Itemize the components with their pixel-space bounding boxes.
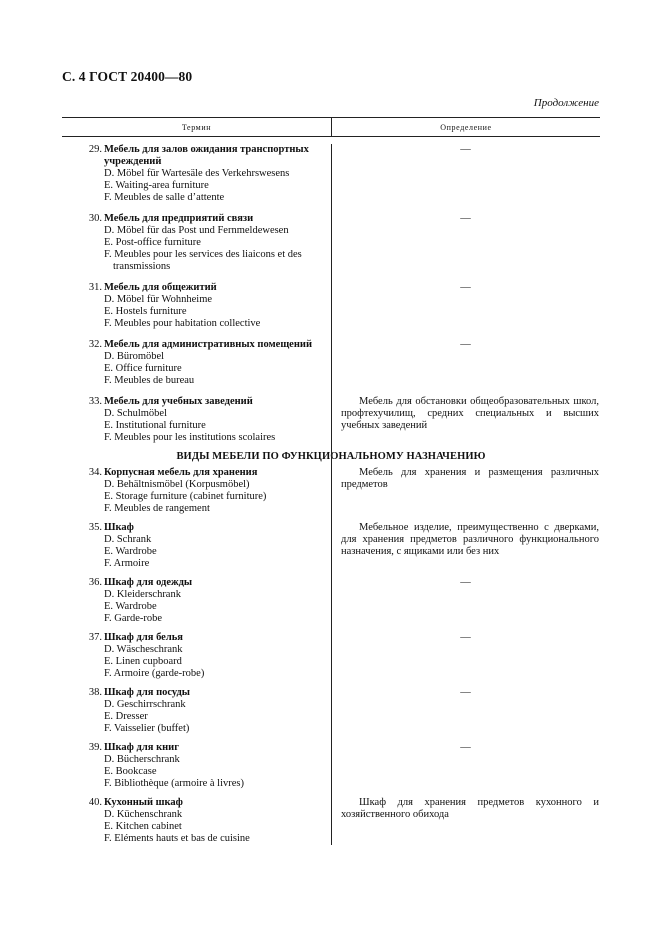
term-en: E. Dresser	[104, 711, 148, 722]
term-en: E. Linen cupboard	[104, 656, 182, 667]
term-de: D. Bücherschrank	[104, 754, 180, 765]
term-en: E. Institutional furniture	[104, 420, 206, 431]
term-number: 33.	[88, 396, 102, 407]
term-ru: Мебель для общежитий	[104, 282, 217, 293]
term-en: E. Wardrobe	[104, 546, 157, 557]
term-fr: transmissions	[113, 261, 171, 272]
definition-cell: —	[460, 339, 471, 350]
term-fr: F. Meubles pour habitation collective	[104, 318, 261, 329]
continuation-label: Продолжение	[533, 97, 599, 109]
term-ru-line	[83, 632, 331, 644]
column-divider	[331, 144, 332, 845]
term-number	[83, 156, 104, 168]
term-de: D. Küchenschrank	[104, 809, 183, 820]
term-fr: F. Vaisselier (buffet)	[104, 723, 190, 734]
term-ru: Шкаф для книг	[104, 742, 179, 753]
term-de: D. Büromöbel	[104, 351, 165, 362]
term-ru-line	[83, 339, 331, 351]
term-de: D. Möbel für Wohnheime	[104, 294, 213, 305]
term-number: 37.	[88, 632, 102, 643]
term-en: E. Post-office furniture	[104, 237, 201, 248]
definition-cell: —	[460, 687, 471, 698]
term-number: 29.	[88, 144, 102, 155]
definition-cell: —	[460, 282, 471, 293]
term-ru-line	[83, 213, 331, 225]
definition-cell: —	[460, 742, 471, 753]
term-fr: F. Armoire	[104, 558, 150, 569]
term-ru-line	[83, 687, 331, 699]
term-cell	[62, 339, 331, 387]
term-number: 30.	[88, 213, 102, 224]
term-ru: Шкаф для белья	[104, 632, 183, 643]
term-ru-line	[83, 282, 331, 294]
term-ru: Шкаф для одежды	[104, 577, 193, 588]
term-fr: F. Meubles pour les services des liaicons et des	[104, 249, 302, 260]
term-ru: Шкаф для посуды	[104, 687, 190, 698]
term-en: E. Office furniture	[104, 363, 182, 374]
term-cell	[62, 396, 331, 444]
term-de: D. Wäscheschrank	[104, 644, 183, 655]
term-number: 36.	[88, 577, 102, 588]
term-de: D. Möbel für das Post und Fernmeldewesen	[104, 225, 289, 236]
term-ru-line	[83, 144, 331, 156]
term-fr: F. Meubles de rangement	[104, 503, 210, 514]
column-header-term: Термин	[62, 118, 332, 136]
term-ru-line	[83, 742, 331, 754]
term-number: 40.	[88, 797, 102, 808]
table-body	[62, 144, 600, 845]
term-cell	[62, 742, 331, 790]
term-cell	[62, 213, 331, 273]
definition-cell: Мебель для хранения и размещения различных предметов	[341, 467, 599, 490]
term-number: 35.	[88, 522, 102, 533]
term-ru: Мебель для предприятий связи	[104, 213, 254, 224]
term-ru-line	[83, 156, 331, 168]
term-fr: F. Armoire (garde-robe)	[104, 668, 205, 679]
definition-cell: —	[460, 213, 471, 224]
term-en: E. Kitchen cabinet	[104, 821, 182, 832]
table-header	[62, 118, 600, 137]
term-ru: Мебель для залов ожидания транспортных	[104, 144, 309, 155]
term-ru-line	[83, 396, 331, 408]
page-header: С. 4 ГОСТ 20400—80	[62, 69, 193, 84]
term-en: E. Wardrobe	[104, 601, 157, 612]
term-fr: F. Garde-robe	[104, 613, 163, 624]
term-cell	[62, 577, 331, 625]
definition-cell: Мебельное изделие, преимущественно с дверками, для хранения предметов различного функционального назначения, с ящиками или без них	[341, 522, 599, 557]
term-de: D. Geschirrschrank	[104, 699, 186, 710]
term-number: 32.	[88, 339, 102, 350]
column-header-definition: Определение	[440, 122, 492, 132]
definition-cell: Шкаф для хранения предметов кухонного и хозяйственного обихода	[341, 797, 599, 820]
term-fr: F. Bibliothèque (armoire à livres)	[104, 778, 244, 789]
term-number: 31.	[88, 282, 102, 293]
term-ru-line	[83, 522, 331, 534]
term-ru-line	[83, 467, 331, 479]
term-ru: Мебель для административных помещений	[104, 339, 312, 350]
term-de: D. Kleiderschrank	[104, 589, 181, 600]
term-ru-line	[83, 577, 331, 589]
definition-cell: Мебель для обстановки общеобразовательных школ, профтехучилищ, средних специальных и высших учебных заведений	[341, 396, 599, 431]
terms-table	[62, 117, 600, 845]
term-cell	[62, 467, 331, 515]
term-ru: Шкаф	[104, 522, 134, 533]
term-fr: F. Meubles de bureau	[104, 375, 195, 386]
term-cell	[62, 144, 331, 204]
term-cell	[62, 632, 331, 680]
term-ru-line	[83, 797, 331, 809]
term-ru: Мебель для учебных заведений	[104, 396, 253, 407]
term-fr: F. Meubles de salle d’attente	[104, 192, 225, 203]
term-en: E. Storage furniture (cabinet furniture)	[104, 491, 267, 502]
term-fr: F. Eléments hauts et bas de cuisine	[104, 833, 250, 844]
definition-cell: —	[460, 144, 471, 155]
definition-cell: —	[460, 632, 471, 643]
definition-cell: —	[460, 577, 471, 588]
term-number: 39.	[88, 742, 102, 753]
term-en: E. Bookcase	[104, 766, 157, 777]
term-ru: учреждений	[104, 156, 162, 167]
term-cell	[62, 522, 331, 570]
term-ru: Корпусная мебель для хранения	[104, 467, 258, 478]
term-fr: F. Meubles pour les institutions scolaires	[104, 432, 276, 443]
term-en: E. Hostels furniture	[104, 306, 187, 317]
term-number: 34.	[88, 467, 102, 478]
term-cell	[62, 282, 331, 330]
term-ru: Кухонный шкаф	[104, 797, 183, 808]
term-de: D. Schulmöbel	[104, 408, 167, 419]
term-de: D. Schrank	[104, 534, 152, 545]
term-number: 38.	[88, 687, 102, 698]
section-title: ВИДЫ МЕБЕЛИ ПО ФУНКЦИОНАЛЬНОМУ НАЗНАЧЕНИЮ	[176, 451, 486, 462]
term-cell	[62, 687, 331, 735]
term-cell	[62, 797, 331, 845]
term-en: E. Waiting-area furniture	[104, 180, 209, 191]
term-de: D. Möbel für Wartesäle des Verkehrswesens	[104, 168, 290, 179]
term-de: D. Behältnismöbel (Korpusmöbel)	[104, 479, 250, 490]
